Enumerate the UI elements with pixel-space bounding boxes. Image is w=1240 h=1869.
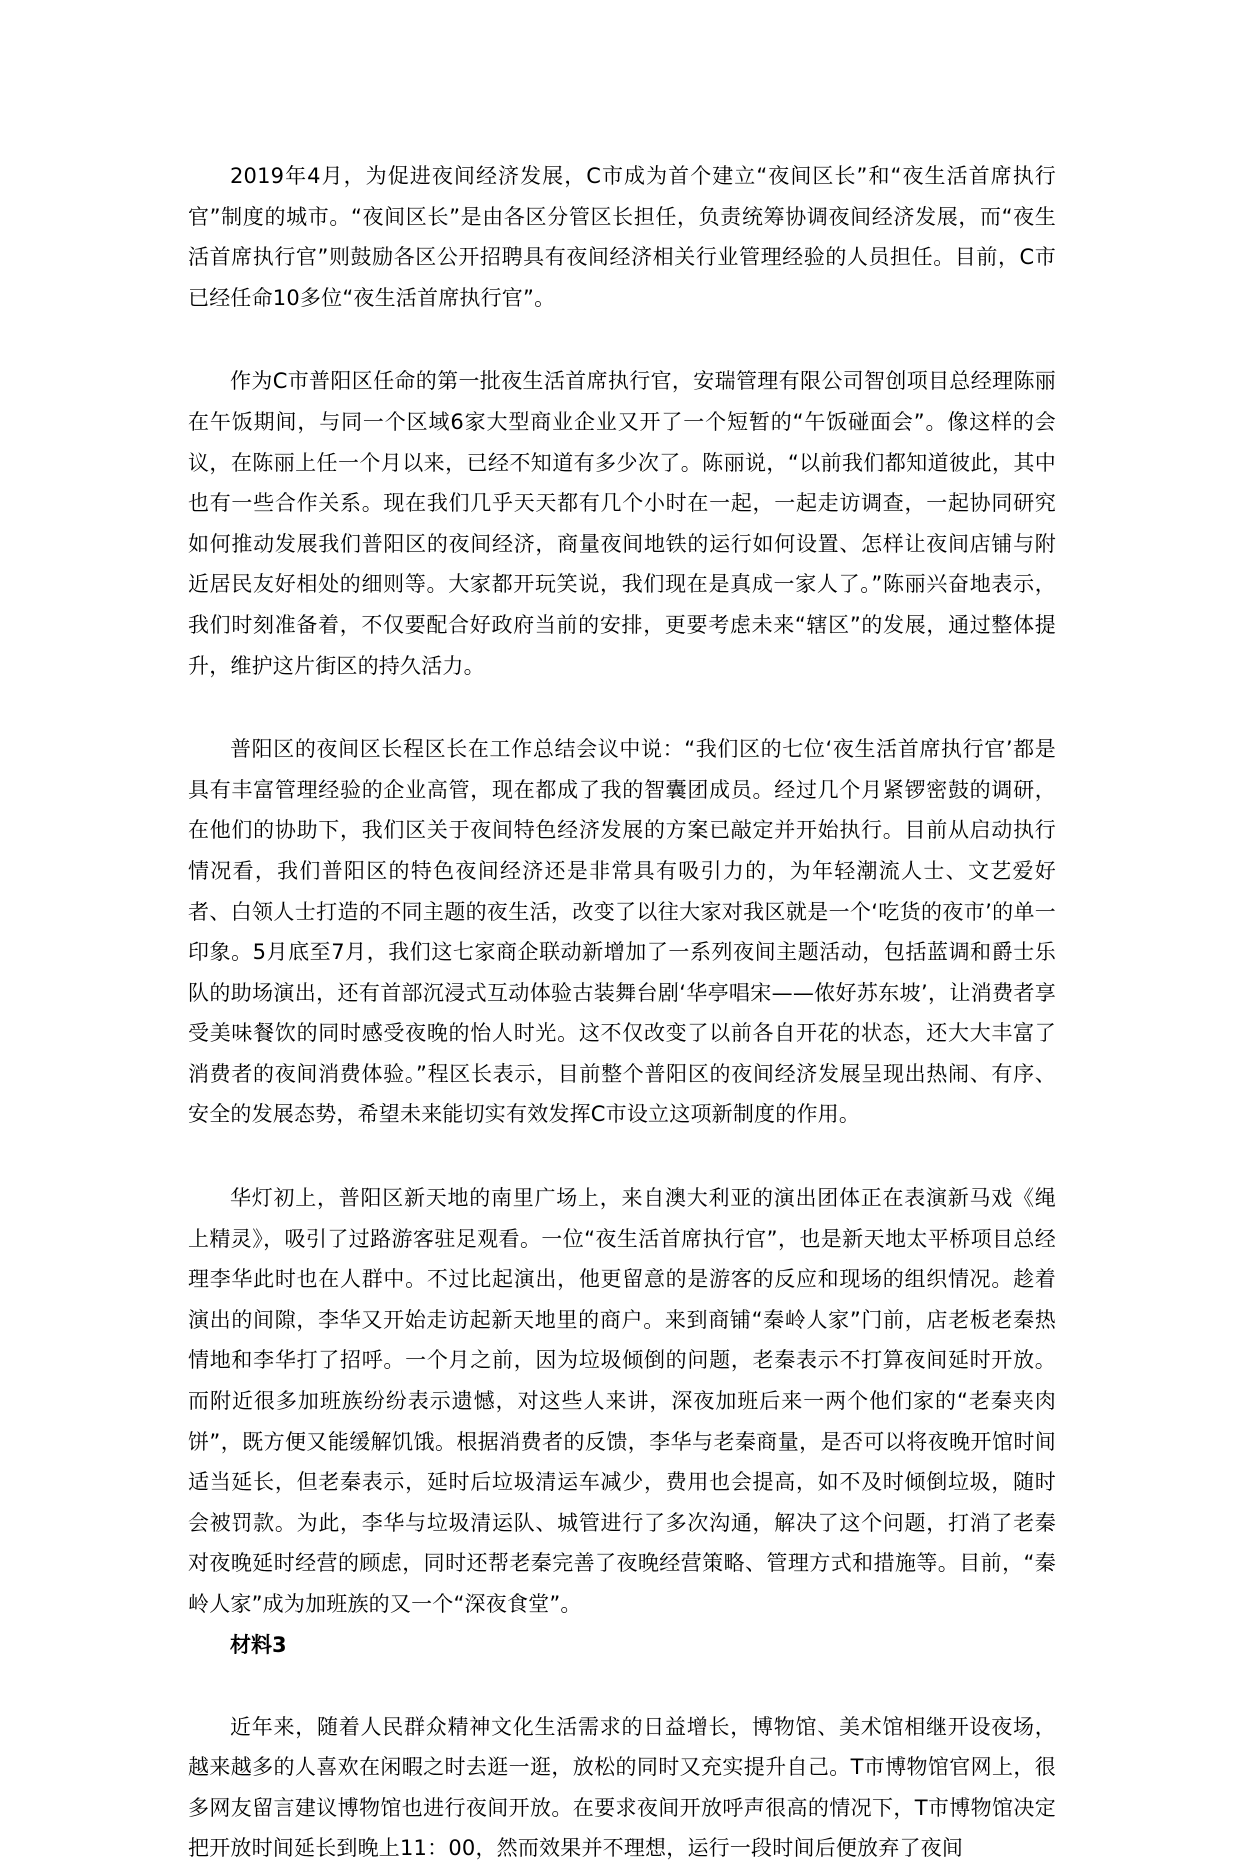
section-heading: 材料3 [230, 1632, 287, 1657]
paragraph-li-hua: 华灯初上，普阳区新天地的南里广场上，来自澳大利亚的演出团体正在表演新马戏《绳上精灵》，吸引了过路游客驻足观看。一位“夜生活首席执行官”，也是新天地太平桥项目总经理李华此时也在人群中。不过比起演出，他更留意的是游客的反应和现场的组织情况。趁着演出的间隙，李华又开始走访起新天地里的商户。来到商铺“秦岭人家”门前，店老板老秦热情地和李华打了招呼。一个月之前，因为垃圾倾倒的问题，老秦表示不打算夜间延时开放。而附近很多加班族纷纷表示遗憾，对这些人来讲，深夜加班后来一两个他们家的“老秦夹肉饼”，既方便又能缓解饥饿。根据消费者的反馈，李华与老秦商量，是否可以将夜晚开馆时间适当延长，但老秦表示，延时后垃圾清运车减少，费用也会提高，如不及时倾倒垃圾，随时会被罚款。为此，李华与垃圾清运队、城管进行了多次沟通，解决了这个问题，打消了老秦对夜晚延时经营的顾虑，同时还帮老秦完善了夜晚经营策略、管理方式和措施等。目前，“秦岭人家”成为加班族的又一个“深夜食堂”。 [188, 1186, 1056, 1616]
paragraph-district-chief-cheng: 普阳区的夜间区长程区长在工作总结会议中说：“我们区的七位‘夜生活首席执行官’都是具有丰富管理经验的企业高管，现在都成了我的智囊团成员。经过几个月紧锣密鼓的调研，在他们的协助下，我们区关于夜间特色经济发展的方案已敲定并开始执行。目前从启动执行情况看，我们普阳区的特色夜间经济还是非常具有吸引力的，为年轻潮流人士、文艺爱好者、白领人士打造的不同主题的夜生活，改变了以往大家对我区就是一个‘吃货的夜市’的单一印象。5月底至7月，我们这七家商企联动新增加了一系列夜间主题活动，包括蓝调和爵士乐队的助场演出，还有首部沉浸式互动体验古装舞台剧‘华亭唱宋——侬好苏东坡’，让消费者享受美味餐饮的同时感受夜晚的怡人时光。这不仅改变了以前各自开花的状态，还大大丰富了消费者的夜间消费体验。”程区长表示，目前整个普阳区的夜间经济发展呈现出热闹、有序、安全的发展态势，希望未来能切实有效发挥C市设立这项新制度的作用。 [188, 737, 1056, 1127]
paragraph-museum: 近年来，随着人民群众精神文化生活需求的日益增长，博物馆、美术馆相继开设夜场，越来越多的人喜欢在闲暇之时去逛一逛，放松的同时又充实提升自己。T市博物馆官网上，很多网友留言建议博物馆也进行夜间开放。在要求夜间开放呼声很高的情况下，T市博物馆决定把开放时间延长到晚上11：00，然而效果并不理想，运行一段时间后便放弃了夜间 [188, 1714, 1056, 1861]
paragraph-night-district-chief: 2019年4月，为促进夜间经济发展，C市成为首个建立“夜间区长”和“夜生活首席执行官”制度的城市。“夜间区长”是由各区分管区长担任，负责统筹协调夜间经济发展，而“夜生活首席执行官”则鼓励各区公开招聘具有夜间经济相关行业管理经验的人员担任。目前，C市已经任命10多位“夜生活首席执行官”。 [188, 164, 1056, 310]
paragraph-chen-li: 作为C市普阳区任命的第一批夜生活首席执行官，安瑞管理有限公司智创项目总经理陈丽在午饭期间，与同一个区域6家大型商业企业又开了一个短暂的“午饭碰面会”。像这样的会议，在陈丽上任一个月以来，已经不知道有多少次了。陈丽说，“以前我们都知道彼此，其中也有一些合作关系。现在我们几乎天天都有几个小时在一起，一起走访调查，一起协同研究如何推动发展我们普阳区的夜间经济，商量夜间地铁的运行如何设置、怎样让夜间店铺与附近居民友好相处的细则等。大家都开玩笑说，我们现在是真成一家人了。”陈丽兴奋地表示，我们时刻准备着，不仅要配合好政府当前的安排，更要考虑未来“辖区”的发展，通过整体提升，维护这片街区的持久活力。 [188, 369, 1056, 678]
document-body [188, 156, 1056, 1869]
